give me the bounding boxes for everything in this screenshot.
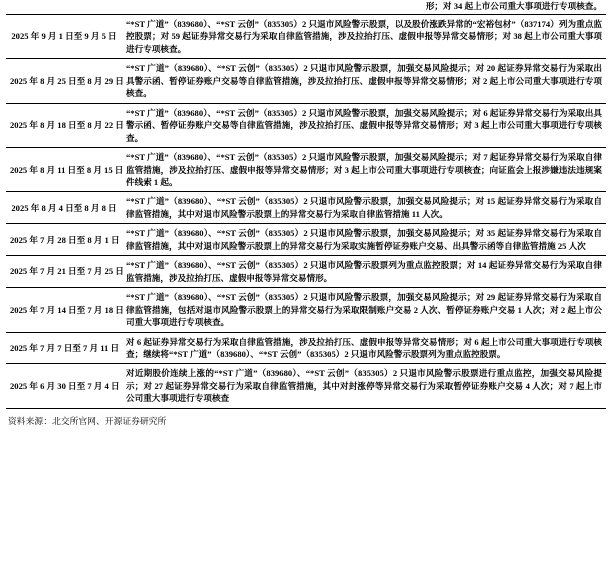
continued-text-fragment: 形；对 34 起上市公司重大事项进行专项核查。 bbox=[425, 1, 602, 11]
table-row bbox=[6, 288, 606, 332]
row-date: 2025 年 8 月 11 日至 8 月 15 日 bbox=[6, 148, 122, 192]
row-content: “*ST 广道”（839680）、“*ST 云创”（835305）2 只退市风险警示股票，加强交易风险提示；对 20 起证券异常交易行为采取出具警示函、暂停证券账户交易等自律监管措施，涉及拉抬打压、虚假申报等异常交易情形；对 2 起上市公司重大事项进行专项核查。 bbox=[122, 59, 606, 103]
row-content: “*ST 广道”（839680）、“*ST 云创”（835305）2 只退市风险警示股票，以及股价涨跌异常的“宏裕包材”（837174）列为重点监控股票；对 59 起证券异常交易行为采取自律监管措施，涉及拉抬打压、虚假申报等异常交易情形；对 38 起上市公司重大事项进行专项核查。 bbox=[122, 15, 606, 59]
row-content: “*ST 广道”（839680）、“*ST 云创”（835305）2 只退市风险警示股票，加强交易风险提示；对 6 起证券异常交易行为采取出具警示函、暂停证券账户交易等自律监管措施，涉及拉抬打压、虚假申报等异常交易情形；对 3 起上市公司重大事项进行专项核查。 bbox=[122, 103, 606, 147]
row-date: 2025 年 7 月 14 日至 7 月 18 日 bbox=[6, 288, 122, 332]
table-body bbox=[6, 15, 606, 409]
table-row bbox=[6, 224, 606, 256]
row-date: 2025 年 7 月 21 日至 7 月 25 日 bbox=[6, 256, 122, 288]
row-date: 2025 年 8 月 18 日至 8 月 22 日 bbox=[6, 103, 122, 147]
table-row bbox=[6, 256, 606, 288]
table-row bbox=[6, 364, 606, 408]
table-row bbox=[6, 332, 606, 364]
row-date: 2025 年 7 月 7 日至 7 月 11 日 bbox=[6, 332, 122, 364]
row-content: “*ST 广道”（839680）、“*ST 云创”（835305）2 只退市风险警示股票，加强交易风险提示；对 15 起证券异常交易行为采取自律监管措施，其中对退市风险警示股票上的异常交易行为采取自律监管措施 11 人次。 bbox=[122, 192, 606, 224]
row-content: “*ST 广道”（839680）、“*ST 云创”（835305）2 只退市风险警示股票，加强交易风险提示；对 29 起证券异常交易行为采取自律监管措施，包括对退市风险警示股票上的异常交易行为采取限制账户交易 2 人次、暂停证券账户交易 1 人次；对 2 起上市公司重大事项进行专项核查。 bbox=[122, 288, 606, 332]
row-content: “*ST 广道”（839680）、“*ST 云创”（835305）2 只退市风险警示股票列为重点监控股票；对 14 起证券异常交易行为采取自律监管措施，涉及拉抬打压、虚假申报等异常交易情形。 bbox=[122, 256, 606, 288]
row-date: 2025 年 8 月 25 日至 8 月 29 日 bbox=[6, 59, 122, 103]
row-date: 2025 年 6 月 30 日至 7 月 4 日 bbox=[6, 364, 122, 408]
table-row bbox=[6, 192, 606, 224]
row-date: 2025 年 7 月 28 日至 8 月 1 日 bbox=[6, 224, 122, 256]
row-date: 2025 年 9 月 1 日至 9 月 5 日 bbox=[6, 15, 122, 59]
row-content: “*ST 广道”（839680）、“*ST 云创”（835305）2 只退市风险警示股票，加强交易风险提示；对 35 起证券异常交易行为采取自律监管措施，其中对退市风险警示股票上的异常交易行为采取实施暂停证券账户交易、出具警示函等自律监管措施 25 人次 bbox=[122, 224, 606, 256]
row-content: 对 6 起证券异常交易行为采取自律监管措施，涉及拉抬打压、虚假申报等异常交易情形；对 6 起上市公司重大事项进行专项核查；继续将“*ST 广道”（839680）、“*ST 云创”（835305）2 只退市风险警示股票列为重点监控股票。 bbox=[122, 332, 606, 364]
source-note: 资料来源：北交所官网、开源证券研究所 bbox=[8, 415, 167, 426]
table-row bbox=[6, 59, 606, 103]
table-row bbox=[6, 15, 606, 59]
row-content: “*ST 广道”（839680）、“*ST 云创”（835305）2 只退市风险警示股票，加强交易风险提示；对 7 起证券异常交易行为采取自律监管措施，涉及拉抬打压、虚假申报等异常交易情形；对 3 起上市公司重大事项进行专项核查；向证监会上报涉嫌违法违规案件线索 1 起。 bbox=[122, 148, 606, 192]
table-row bbox=[6, 103, 606, 147]
regulatory-actions-table bbox=[6, 14, 606, 409]
row-date: 2025 年 8 月 4 日至 8 月 8 日 bbox=[6, 192, 122, 224]
row-content: 对近期股价连续上涨的“*ST 广道”（839680）、“*ST 云创”（835305）2 只退市风险警示股票进行重点监控，加强交易风险提示；对 27 起证券异常交易行为采取自律监管措施，其中对封涨停等异常交易行为采取暂停证券账户交易 4 人次；对 7 起上市公司重大事项进行专项核查 bbox=[122, 364, 606, 408]
table-row bbox=[6, 148, 606, 192]
